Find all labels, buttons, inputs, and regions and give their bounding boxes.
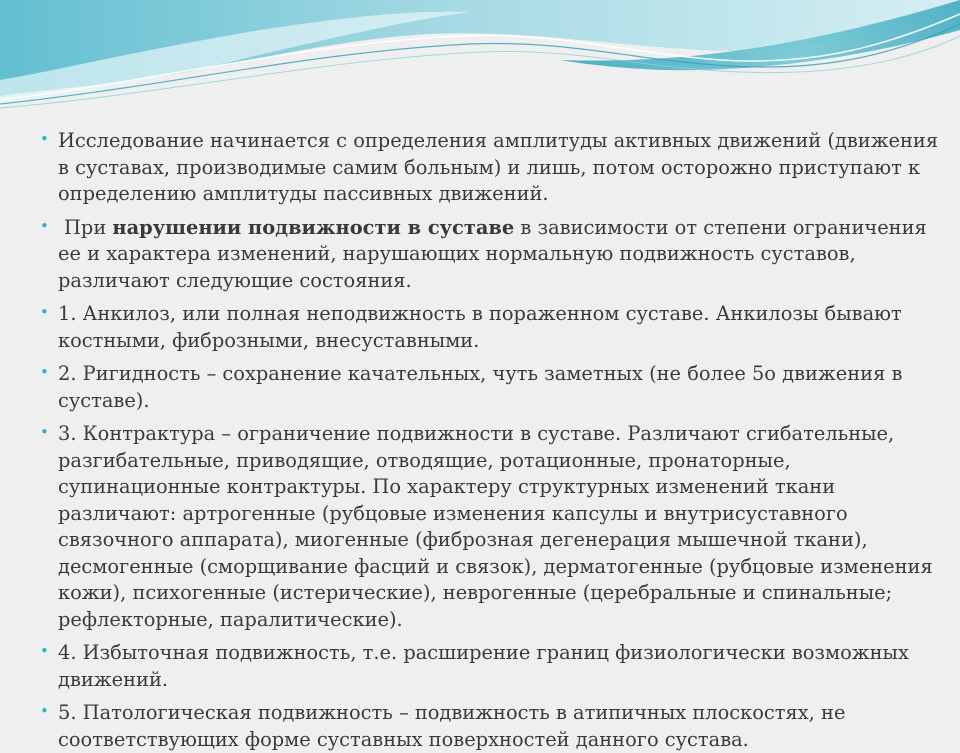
bullet-dot-icon: •	[40, 642, 49, 660]
bullet-item-6	[40, 640, 940, 693]
bullet-dot-icon: •	[40, 423, 49, 441]
bullet-item-4	[40, 361, 940, 414]
bullet-text: 2. Ригидность – сохранение качательных, чуть заметных (не более 5о движения в суставе).	[58, 362, 903, 412]
bullet-item-7	[40, 700, 940, 753]
bullet-text: Исследование начинается с определения амплитуды активных движений (движения в суставах, производимые самим больным) и лишь, потом осторожно приступают к определению амплитуды пассивных движений.	[58, 129, 939, 205]
bullet-item-3	[40, 301, 940, 354]
bullet-dot-icon: •	[40, 363, 49, 381]
bullet-item-5	[40, 421, 940, 633]
bullet-text: 4. Избыточная подвижность, т.е. расширение границ физиологически возможных движений.	[58, 641, 909, 691]
bullet-text: 3. Контрактура – ограничение подвижности в суставе. Различают сгибательные, разгибательные, приводящие, отводящие, ротационные, пронаторные, супинационные контрактуры. По характеру структурных изменений ткани различают: артрогенные (рубцовые изменения капсулы и внутрисуставного связочного аппарата), миогенные (фиброзная дегенерация мышечной ткани), десмогенные (сморщивание фасций и связок), дерматогенные (рубцовые изменения кожи), психогенные (истерические), неврогенные (церебральные и спинальные; рефлекторные, паралитические).	[58, 422, 933, 631]
decorative-wave-header	[0, 0, 960, 120]
bullet-dot-icon: •	[40, 216, 49, 235]
bullet-text-prefix: При	[64, 215, 113, 239]
bullet-text: 1. Анкилоз, или полная неподвижность в пораженном суставе. Анкилозы бывают костными, фиброзными, внесуставными.	[58, 302, 902, 352]
bullet-text: 5. Патологическая подвижность – подвижность в атипичных плоскостях, не соответствующих форме суставных поверхностей данного сустава.	[58, 701, 846, 751]
bullet-item-2	[40, 215, 940, 295]
slide-content	[40, 128, 940, 751]
bullet-item-1	[40, 128, 940, 208]
bullet-dot-icon: •	[40, 130, 49, 148]
bullet-dot-icon: •	[40, 702, 49, 720]
bullet-text-suffix: в зависимости от степени ограничения ее и характера изменений, нарушающих нормальную подвижность суставов, различают следующие состояния.	[58, 215, 927, 292]
bullet-text-bold: нарушении подвижности в суставе	[112, 215, 515, 239]
bullet-dot-icon: •	[40, 303, 49, 321]
